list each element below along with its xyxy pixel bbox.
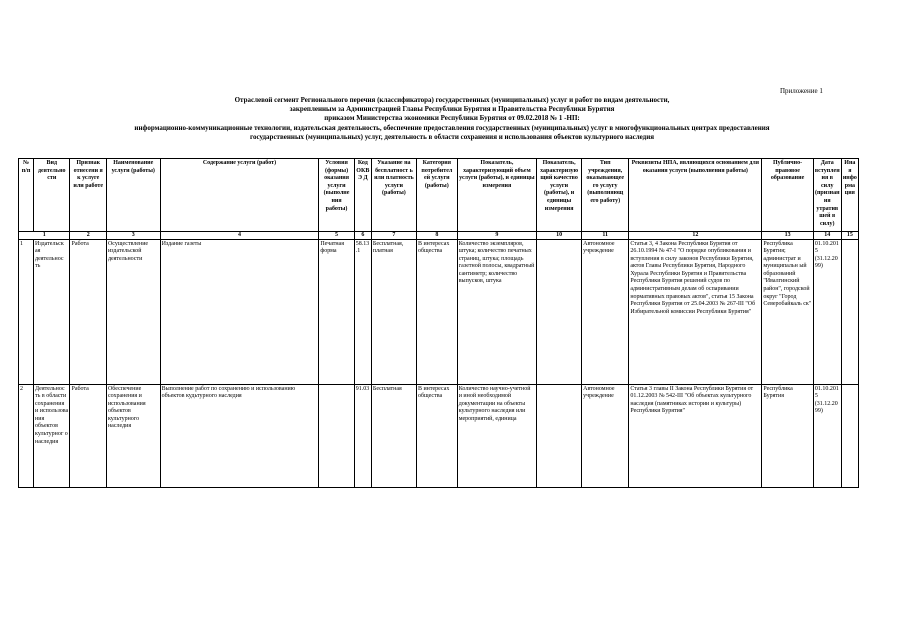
cell-consumers: В интересах общества [416,384,457,487]
cell-other [841,239,858,384]
column-number-5: 5 [319,232,354,240]
cell-type: Работа [70,239,106,384]
cell-form: Печатная форма [319,239,354,384]
column-number-4: 4 [160,232,319,240]
column-number-10: 10 [537,232,582,240]
column-number-13: 13 [762,232,813,240]
column-number-2: 2 [70,232,106,240]
title-line-1: Отраслевой сегмент Регионального перечня (классификатора) государственных (муниципальных) услуг и работ по видам деятельности, [234,96,670,104]
header-other: Иная информа ция [841,159,858,232]
column-number-6: 6 [354,232,371,240]
header-quality: Показатель, характеризую щий качество услуги (работы), и единицы измерения [537,159,582,232]
table-row [19,239,859,384]
column-number-15: 15 [841,232,858,240]
cell-payment: Бесплатная [371,384,416,487]
cell-quality [537,384,582,487]
header-name: Наименование услуги (работы) [106,159,160,232]
column-number-7: 7 [371,232,416,240]
table-row [19,384,859,487]
cell-quality [537,239,582,384]
header-date: Дата вступления в силу (признания утратившей в силу) [813,159,841,232]
cell-type: Работа [70,384,106,487]
cell-public-entity: Республика Бурятия [762,384,813,487]
title-line-2: закрепленным за Администрацией Главы Республики Бурятия и Правительства Республики Бурятия [289,105,615,114]
header-row [19,159,859,232]
cell-num: 1 [19,239,34,384]
cell-activity: Издательск ая деятельнос ть [34,239,70,384]
cell-form [319,384,354,487]
cell-name: Осуществление издательской деятельности [106,239,160,384]
registry-table [18,158,859,488]
column-number-8: 8 [416,232,457,240]
header-content: Содержание услуги (работ) [160,159,319,232]
cell-okved: 58.13.1 [354,239,371,384]
header-form: Условия (формы) оказания услуги (выполне ния работы) [319,159,354,232]
cell-volume: Количество научно-учетной и иной необходимой документации на объекты культурного наследия или мероприятий, единица [457,384,536,487]
cell-public-entity: Республика Бурятия; администрат и муниципальн ый образований "Ивалгинский район", городской округ "Город Северобайкаль ск" [762,239,813,384]
cell-date: 01.10.2015 (31.12.2099) [813,239,841,384]
cell-institution: Автономное учреждение [582,239,629,384]
header-institution: Тип учреждения, оказывающее го услугу (выполняющ его работу) [582,159,629,232]
cell-other [841,384,858,487]
column-number-3: 3 [106,232,160,240]
header-num: № п/п [19,159,34,232]
column-number-9: 9 [457,232,536,240]
column-number-row [19,232,859,240]
cell-date: 01.10.2015 (31.12.2099) [813,384,841,487]
cell-consumers: В интересах общества [416,239,457,384]
header-okved: Код ОКВЭ Д [354,159,371,232]
cell-npa: Статья 3, 4 Закона Республики Бурятия от 26.10.1994 № 47-I "О порядке опубликования и вступления в силу законов Республики Бурятия, актов Главы Республики Бурятия, Народного Хурала Республики Бурятия и Правительства Республики Бурятия решений судов по административным делам об оспаривании нормативных правовых актов", статья 15 Закона Республики Бурятия от 25.04.2003 № 267-III "Об Избирательной комиссии Республики Бурятия" [629,239,762,384]
header-public-entity: Публично-правовое образование [762,159,813,232]
header-payment: Указание на бесплатност ь или платность услуги (работы) [371,159,416,232]
header-activity: Вид деятельно сти [34,159,70,232]
header-npa: Реквизиты НПА, являющихся основанием для оказания услуги (выполнения работы) [629,159,762,232]
document-title [18,96,886,142]
header-volume: Показатель, характеризующий объем услуги (работы), и единицы измерения [457,159,536,232]
cell-name: Обеспечение сохранения и использования объектов культурного наследия [106,384,160,487]
cell-institution: Автономное учреждение [582,384,629,487]
title-line-5: государственных (муниципальных) услуг, деятельность в области сохранения и использования объектов культурного наследия [249,132,655,141]
cell-content: Выполнение работ по сохранению и использованию объектов кудьтурного наследия [160,384,319,487]
cell-npa: Статья 3 главы II Закона Республики Бурятия от 01.12.2003 № 542-III "Об объектах культурного наследия (памятниках истории и культуры) Республики Бурятия" [629,384,762,487]
cell-volume: Количество экземпляров, штука; количество печатных страниц, штука; площадь газетной полосы, квадратный сантиметр; количество выпусков, штука [457,239,536,384]
cell-okved: 91.03 [354,384,371,487]
column-number-12: 12 [629,232,762,240]
cell-activity: Деятельнос ть в области сохранения и использова ния объектов культурног о наследия [34,384,70,487]
appendix-label: Приложение 1 [780,87,823,95]
cell-content: Издание газеты [160,239,319,384]
title-line-4: информационно-коммуникационные технологии, издательская деятельность, обеспечение предоставления государственных (муниципальных) услуг в многофункциональных центрах предоставления [134,123,770,132]
cell-num: 2 [19,384,34,487]
cell-payment: Бесплатная, платная [371,239,416,384]
header-type: Признак отнесени я к услуге или работе [70,159,106,232]
column-number-11: 11 [582,232,629,240]
header-consumers: Категория потребител ей услуги (работы) [416,159,457,232]
title-line-3: приказом Министерства экономики Республики Бурятия от 09.02.2018 № 1 -НП: [324,114,580,123]
column-number-1: 1 [19,232,70,240]
column-number-14: 14 [813,232,841,240]
